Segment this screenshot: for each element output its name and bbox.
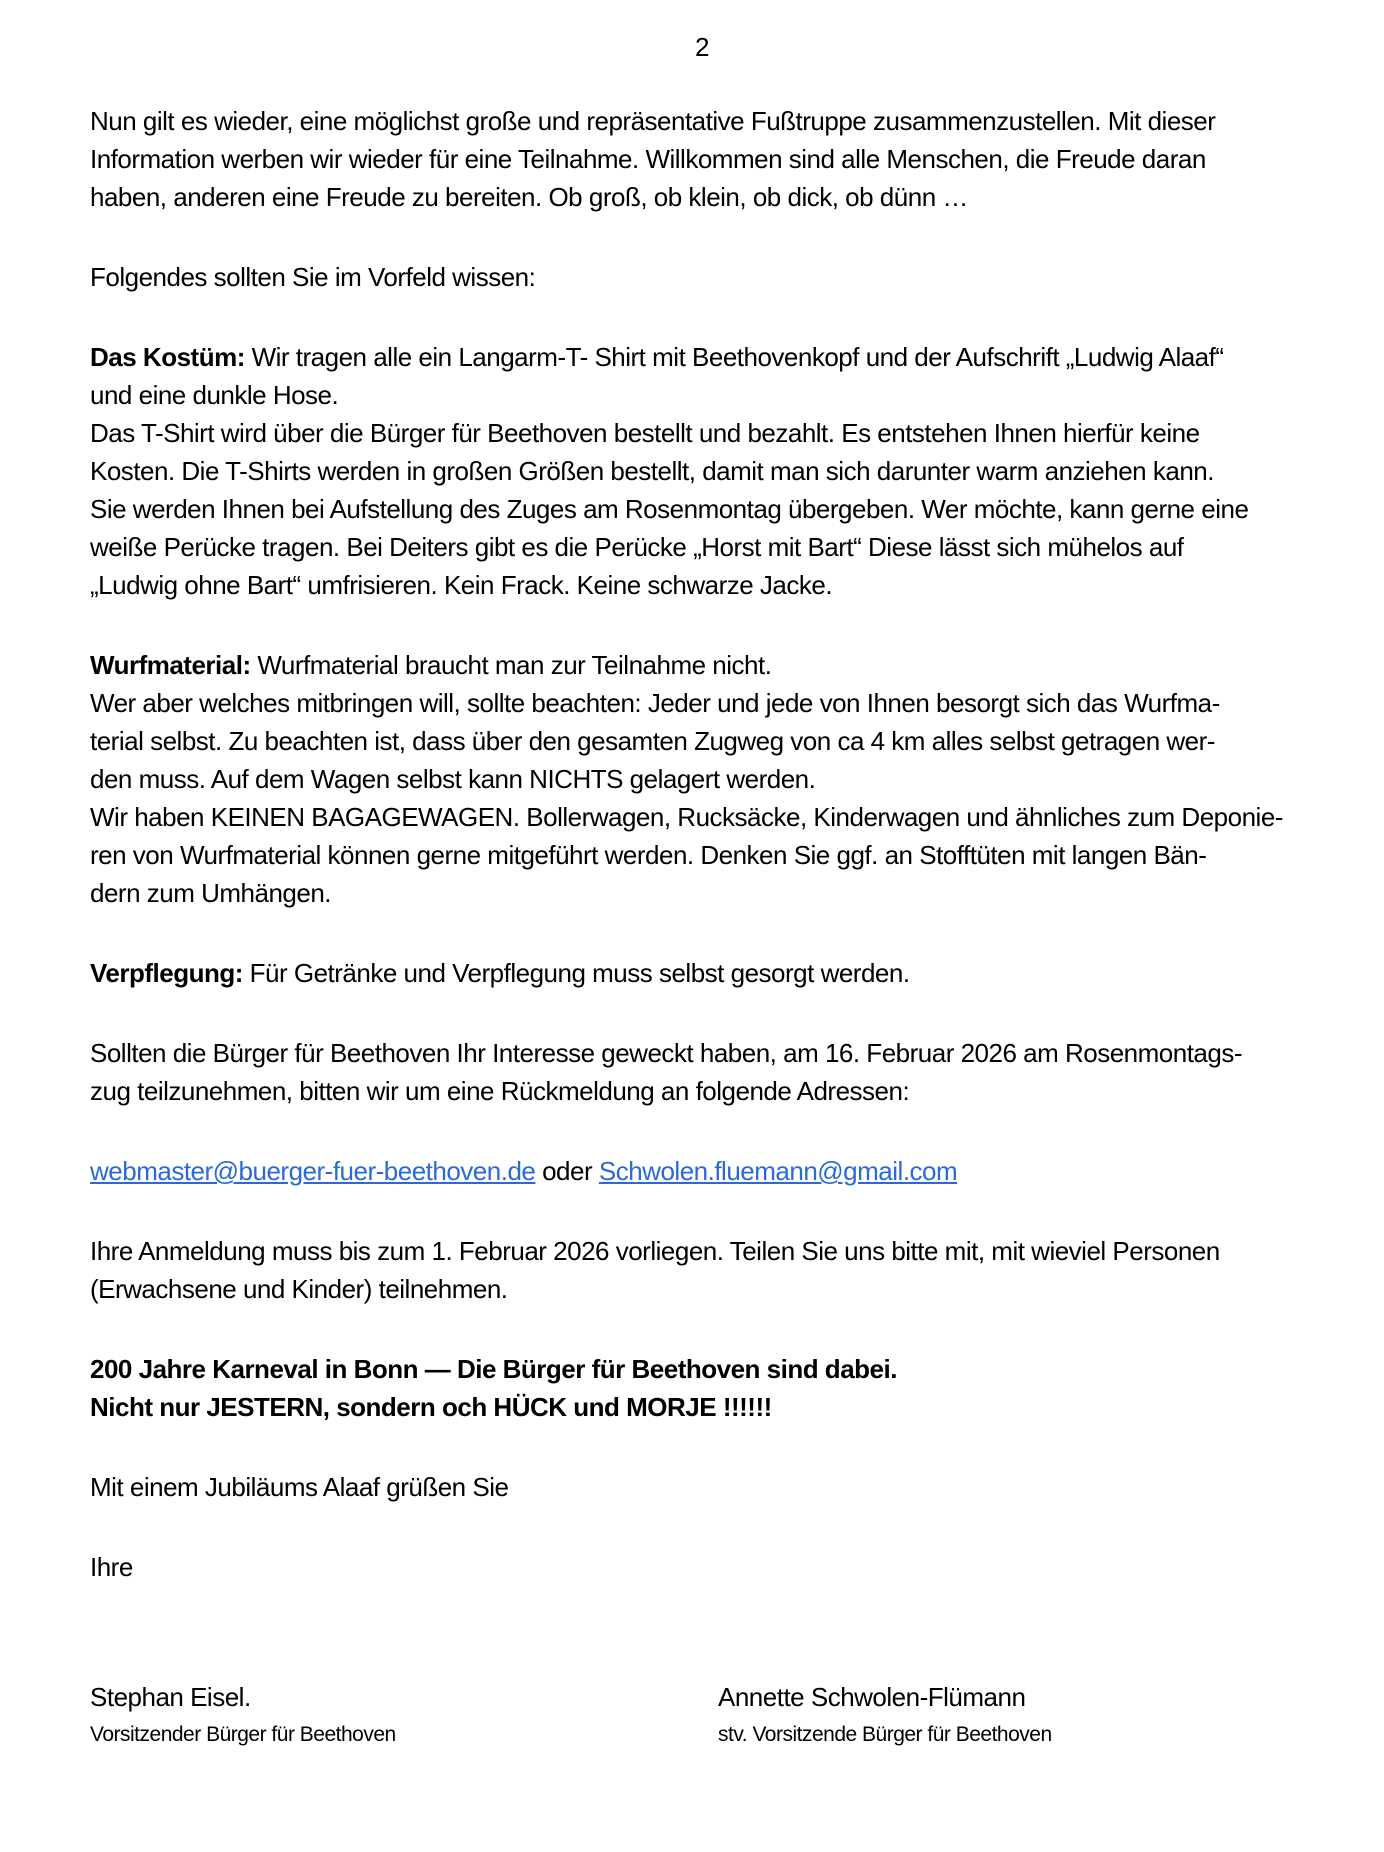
text-line: (Erwachsene und Kinder) teilnehmen. — [90, 1274, 508, 1304]
paragraph-contact — [90, 1152, 1314, 1190]
text-line: den muss. Auf dem Wagen selbst kann NICHTS gelagert werden. — [90, 764, 816, 794]
signature-left — [90, 1678, 718, 1750]
paragraph-verpflegung — [90, 954, 1314, 992]
text-segment: Für Getränke und Verpflegung muss selbst gesorgt werden. — [242, 958, 910, 988]
text-line: Ihre — [90, 1552, 133, 1582]
text-line: zug teilzunehmen, bitten wir um eine Rückmeldung an folgende Adressen: — [90, 1076, 910, 1106]
signature-title-left: Vorsitzender Bürger für Beethoven — [90, 1723, 396, 1746]
text-line: Folgendes sollten Sie im Vorfeld wissen: — [90, 262, 536, 292]
page-number: 2 — [695, 32, 709, 62]
wurfmaterial-heading: Wurfmaterial: — [90, 650, 251, 680]
paragraph-kostuem — [90, 338, 1314, 604]
text-line — [90, 954, 1314, 992]
paragraph-jubilaeum — [90, 1350, 1314, 1426]
text-line: Sie werden Ihnen bei Aufstellung des Zuges am Rosenmontag übergeben. Wer möchte, kann gerne eine — [90, 494, 1249, 524]
text-line — [90, 646, 1314, 684]
email-link-webmaster[interactable]: webmaster@buerger-fuer-beethoven.de — [90, 1156, 536, 1186]
verpflegung-heading: Verpflegung: — [90, 958, 243, 988]
text-line: Information werben wir wieder für eine Teilnahme. Willkommen sind alle Menschen, die Freude daran — [90, 144, 1206, 174]
text-line: Das T-Shirt wird über die Bürger für Beethoven bestellt und bezahlt. Es entstehen Ihnen hierfür keine — [90, 418, 1200, 448]
paragraph-vorfeld — [90, 258, 1314, 296]
text-segment: Wir tragen alle ein Langarm-T- Shirt mit Beethovenkopf und der Aufschrift „Ludwig Alaaf“ — [244, 342, 1224, 372]
paragraph-anmeldung — [90, 1232, 1314, 1308]
email-link-schwolen[interactable]: Schwolen.fluemann@gmail.com — [598, 1156, 958, 1186]
text-line: ren von Wurfmaterial können gerne mitgeführt werden. Denken Sie ggf. an Stofftüten mit langen Bän- — [90, 840, 1207, 870]
text-line — [90, 1152, 1314, 1190]
signature-name-left: Stephan Eisel. — [90, 1682, 251, 1712]
text-line: Ihre Anmeldung muss bis zum 1. Februar 2026 vorliegen. Teilen Sie uns bitte mit, mit wieviel Personen — [90, 1236, 1220, 1266]
signature-right — [718, 1678, 1052, 1750]
kostuem-heading: Das Kostüm: — [90, 342, 245, 372]
text-line: Nicht nur JESTERN, sondern och HÜCK und MORJE !!!!!! — [90, 1392, 772, 1422]
text-line: und eine dunkle Hose. — [90, 380, 339, 410]
text-segment: Wurfmaterial braucht man zur Teilnahme nicht. — [250, 650, 772, 680]
signature-title-right: stv. Vorsitzende Bürger für Beethoven — [718, 1723, 1052, 1746]
text-line: Nun gilt es wieder, eine möglichst große und repräsentative Fußtruppe zusammenzustellen. Mit dieser — [90, 106, 1216, 136]
paragraph-wurfmaterial — [90, 646, 1314, 912]
text-line: „Ludwig ohne Bart“ umfrisieren. Kein Frack. Keine schwarze Jacke. — [90, 570, 833, 600]
paragraph-gruss — [90, 1468, 1314, 1506]
text-line: Wer aber welches mitbringen will, sollte beachten: Jeder und jede von Ihnen besorgt sich das Wurfma- — [90, 688, 1220, 718]
signature-block — [90, 1678, 1314, 1750]
text-line: Kosten. Die T-Shirts werden in großen Größen bestellt, damit man sich darunter warm anziehen kann. — [90, 456, 1214, 486]
text-line — [90, 338, 1314, 376]
text-line: 200 Jahre Karneval in Bonn — Die Bürger für Beethoven sind dabei. — [90, 1354, 897, 1384]
text-line: Wir haben KEINEN BAGAGEWAGEN. Bollerwagen, Rucksäcke, Kinderwagen und ähnliches zum Deponie- — [90, 802, 1283, 832]
paragraph-closing — [90, 1548, 1314, 1586]
text-line: weiße Perücke tragen. Bei Deiters gibt es die Perücke „Horst mit Bart“ Diese lässt sich mühelos auf — [90, 532, 1184, 562]
signature-name-right: Annette Schwolen-Flümann — [718, 1682, 1026, 1712]
paragraph-intro — [90, 102, 1314, 216]
paragraph-interesse — [90, 1034, 1314, 1110]
text-line: haben, anderen eine Freude zu bereiten. Ob groß, ob klein, ob dick, ob dünn … — [90, 182, 968, 212]
text-line: Mit einem Jubiläums Alaaf grüßen Sie — [90, 1472, 509, 1502]
text-line: terial selbst. Zu beachten ist, dass über den gesamten Zugweg von ca 4 km alles selbst getragen wer- — [90, 726, 1215, 756]
text-line: dern zum Umhängen. — [90, 878, 332, 908]
text-segment: oder — [535, 1156, 599, 1186]
text-line: Sollten die Bürger für Beethoven Ihr Interesse geweckt haben, am 16. Februar 2026 am Rosenmontags- — [90, 1038, 1243, 1068]
